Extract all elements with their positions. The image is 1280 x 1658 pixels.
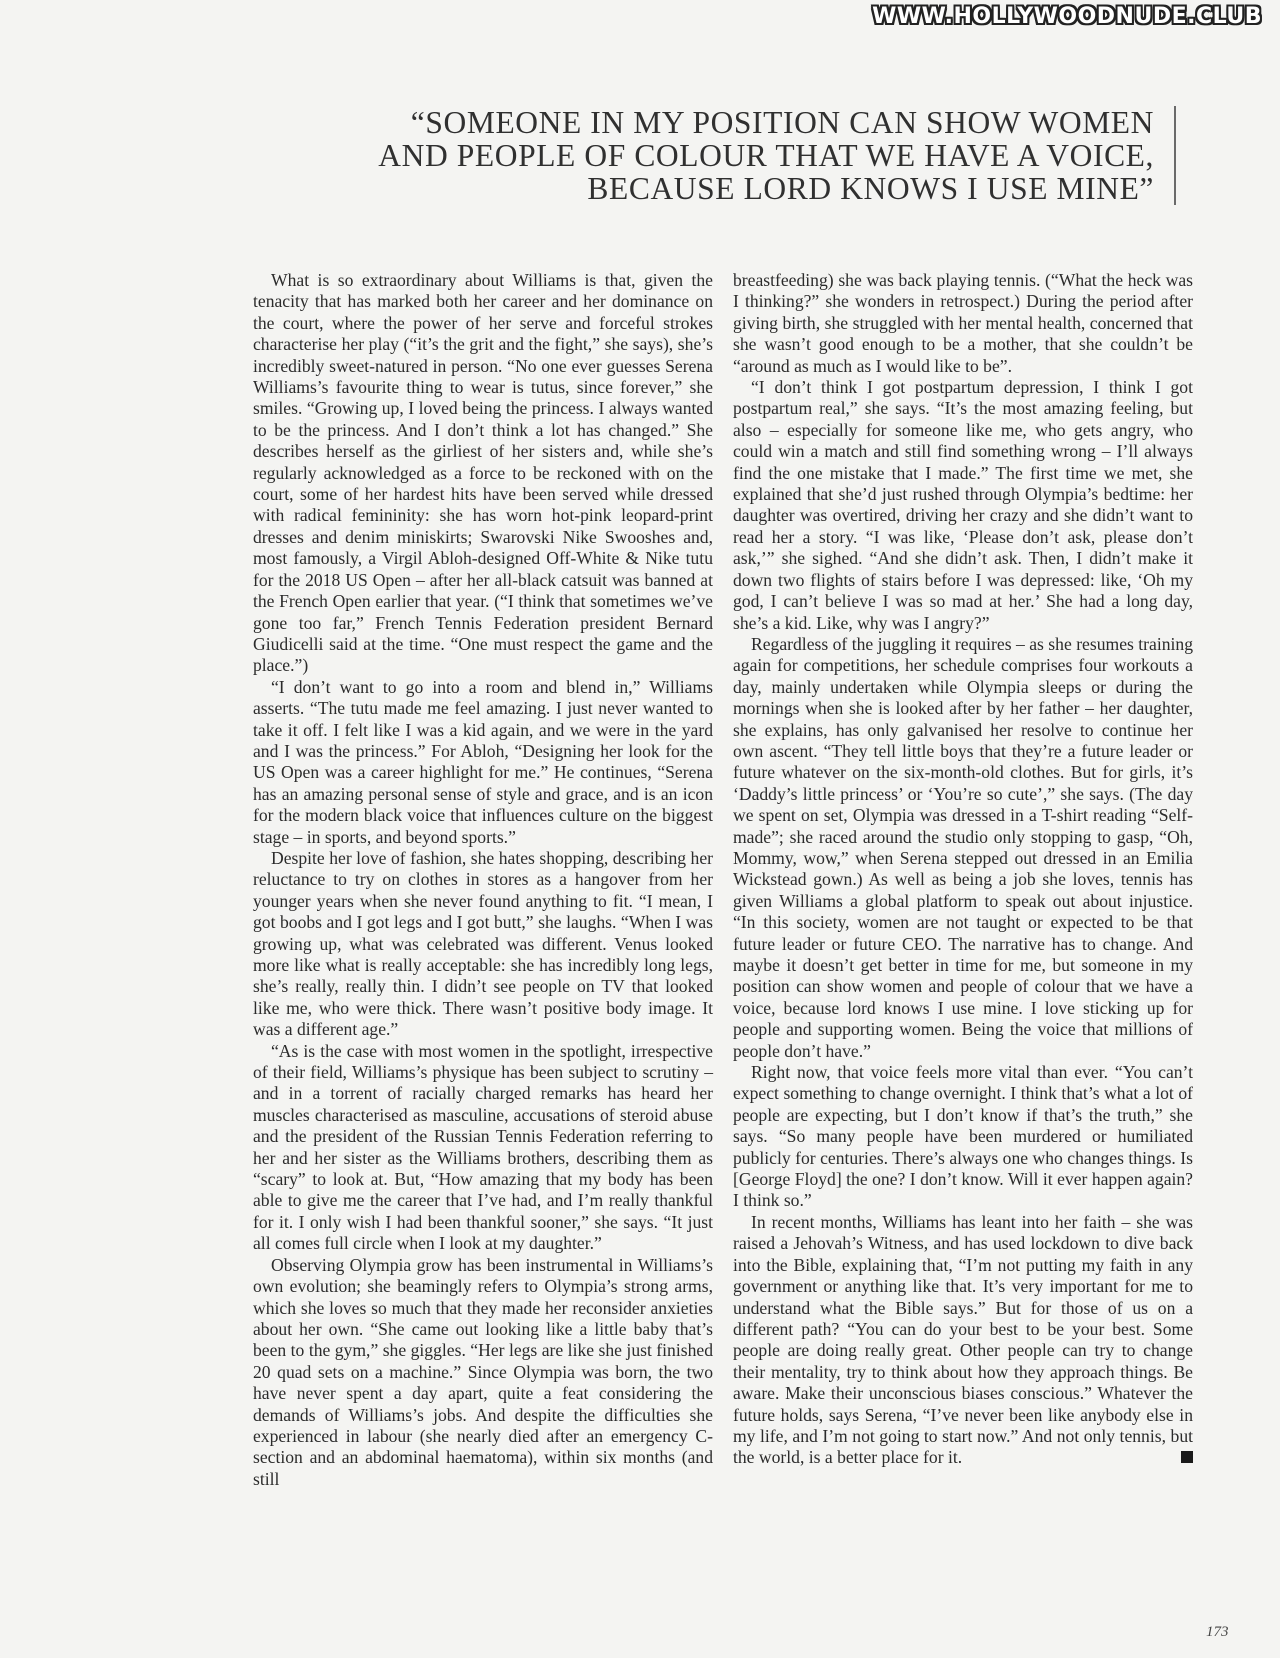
- article-paragraph: breastfeeding) she was back playing tennis. (“What the heck was I thinking?” she wonders in retrospect.) During the period after giving birth, she struggled with her mental health, concerned that she wasn’t good enough to be a mother, that she couldn’t be “around as much as I would like to be”.: [733, 270, 1193, 376]
- article-paragraph: “I don’t think I got postpartum depression, I think I got postpartum real,” she says. “It’s the most amazing feeling, but also – especially for someone like me, who gets angry, who could win a match and still find something wrong – I’ll always find the one mistake that I made.” The first time we met, she explained that she’d just rushed through Olympia’s bedtime: her daughter was overtired, driving her crazy and she didn’t want to read her a story. “I was like, ‘Please don’t ask, please don’t ask,’” she sighed. “And she didn’t ask. Then, I didn’t make it down two flights of stairs before I was depressed: like, ‘Oh my god, I can’t believe I was so mad at her.’ She had a long day, she’s a kid. Like, why was I angry?”: [733, 377, 1193, 633]
- article-paragraph: “I don’t want to go into a room and blend in,” Williams asserts. “The tutu made me feel amazing. I just never wanted to take it off. I felt like I was a kid again, and we were in the yard and I was the princess.” For Abloh, “Designing her look for the US Open was a career highlight for me.” He continues, “Serena has an amazing personal sense of style and grace, and is an icon for the modern black voice that influences culture on the biggest stage – in sports, and beyond sports.”: [253, 676, 713, 847]
- watermark-text: WWW.HOLLYWOODNUDE.CLUB: [872, 4, 1262, 29]
- article-paragraph: “As is the case with most women in the spotlight, irrespective of their field, Williams’s physique has been subject to scrutiny – and in a torrent of racially charged remarks has heard her muscles characterised as masculine, accusations of steroid abuse and the president of the Russian Tennis Federation referring to her and her sister as the Williams brothers, describing them as “scary” to look at. But, “How amazing that my body has been able to give me the career that I’ve had, and I’m really thankful for it. I only wish I had been thankful sooner,” she says. “It just all comes full circle when I look at my daughter.”: [253, 1040, 713, 1254]
- article-paragraph: Despite her love of fashion, she hates shopping, describing her reluctance to try on clothes in stores as a hangover from her younger years when she never found anything to fit. “I mean, I got boobs and I got legs and I got butt,” she laughs. “When I was growing up, what was celebrated was different. Venus looked more like what is really acceptable: she has incredibly long legs, she’s really, really thin. I didn’t see people on TV that looked like me, who were thick. There wasn’t positive body image. It was a different age.”: [253, 847, 713, 1040]
- article-column-left: [253, 270, 713, 1490]
- article-paragraph-text: In recent months, Williams has leant into her faith – she was raised a Jehovah’s Witness, and has used lockdown to dive back into the Bible, explaining that, “I’m not putting my faith in any government or anything like that. It’s very important for me to understand what the Bible says.” But for those of us on a different path? “You can do your best to be your best. Some people are doing really great. Other people can try to change their mentality, try to think about how they approach things. Be aware. Make their unconscious biases conscious.” Whatever the future holds, says Serena, “I’ve never been like anybody else in my life, and I’m not going to start now.” And not only tennis, but the world, is a better place for it.: [733, 1211, 1193, 1468]
- article-paragraph: Right now, that voice feels more vital than ever. “You can’t expect something to change overnight. I think that’s what a lot of people are expecting, but I don’t know if that’s the truth,” she says. “So many people have been murdered or humiliated publicly for centuries. There’s always one who changes things. Is [George Floyd] the one? I don’t know. Will it ever happen again? I think so.”: [733, 1062, 1193, 1211]
- end-mark-icon: [1181, 1451, 1193, 1463]
- page-number: 173: [1206, 1624, 1229, 1640]
- article-paragraph: Observing Olympia grow has been instrumental in Williams’s own evolution; she beamingly refers to Olympia’s strong arms, which she loves so much that they made her reconsider anxieties about her own. “She came out looking like a little baby that’s been to the gym,” she giggles. “Her legs are like she just finished 20 quad sets on a machine.” Since Olympia was born, the two have never spent a day apart, quite a feat considering the demands of Williams’s jobs. And despite the difficulties she experienced in labour (she nearly died after an emergency C-section and an abdominal haematoma), within six months (and still: [253, 1254, 713, 1489]
- article-paragraph: Regardless of the juggling it requires – as she resumes training again for competitions, her schedule comprises four workouts a day, mainly undertaken while Olympia sleeps or during the mornings when she is looked after by her father – her daughter, she explains, has only galvanised her resolve to continue her own ascent. “They tell little boys that they’re a future leader or future whatever on the six-month-old clothes. But for girls, it’s ‘Daddy’s little princess’ or ‘You’re so cute’,” she says. (The day we spent on set, Olympia was dressed in a T-shirt reading “Self-made”; she raced around the studio only stopping to gasp, “Oh, Mommy, wow,” when Serena stepped out dressed in an Emilia Wickstead gown.) As well as being a job she loves, tennis has given Williams a global platform to speak out about injustice. “In this society, women are not taught or expected to be that future leader or future CEO. The narrative has to change. And maybe it doesn’t get better in time for me, but someone in my position can show women and people of colour that we have a voice, because lord knows I use mine. I love sticking up for people and supporting women. Being the voice that millions of people don’t have.”: [733, 633, 1193, 1061]
- article-column-right: [733, 270, 1193, 1469]
- article-paragraph: What is so extraordinary about Williams is that, given the tenacity that has marked both her career and her dominance on the court, where the power of her serve and forceful strokes characterise her play (“it’s the grit and the fight,” she says), she’s incredibly sweet-natured in person. “No one ever guesses Serena Williams’s favourite thing to wear is tutus, since forever,” she smiles. “Growing up, I loved being the princess. I always wanted to be the princess. And I don’t think a lot has changed.” She describes herself as the girliest of her sisters and, while she’s regularly acknowledged as a force to be reckoned with on the court, some of her hardest hits have been served while dressed with radical femininity: she has worn hot-pink leopard-print dresses and denim miniskirts; Swarovski Nike Swooshes and, most famously, a Virgil Abloh-designed Off-White & Nike tutu for the 2018 US Open – after her all-black catsuit was banned at the French Open earlier that year. (“I think that sometimes we’ve gone too far,” French Tennis Federation president Bernard Giudicelli said at the time. “One must respect the game and the place.”): [253, 270, 713, 676]
- article-paragraph-final: [733, 1212, 1193, 1469]
- pull-quote: “SOMEONE IN MY POSITION CAN SHOW WOMEN AND PEOPLE OF COLOUR THAT WE HAVE A VOICE, BECAUSE LORD KNOWS I USE MINE”: [374, 106, 1176, 205]
